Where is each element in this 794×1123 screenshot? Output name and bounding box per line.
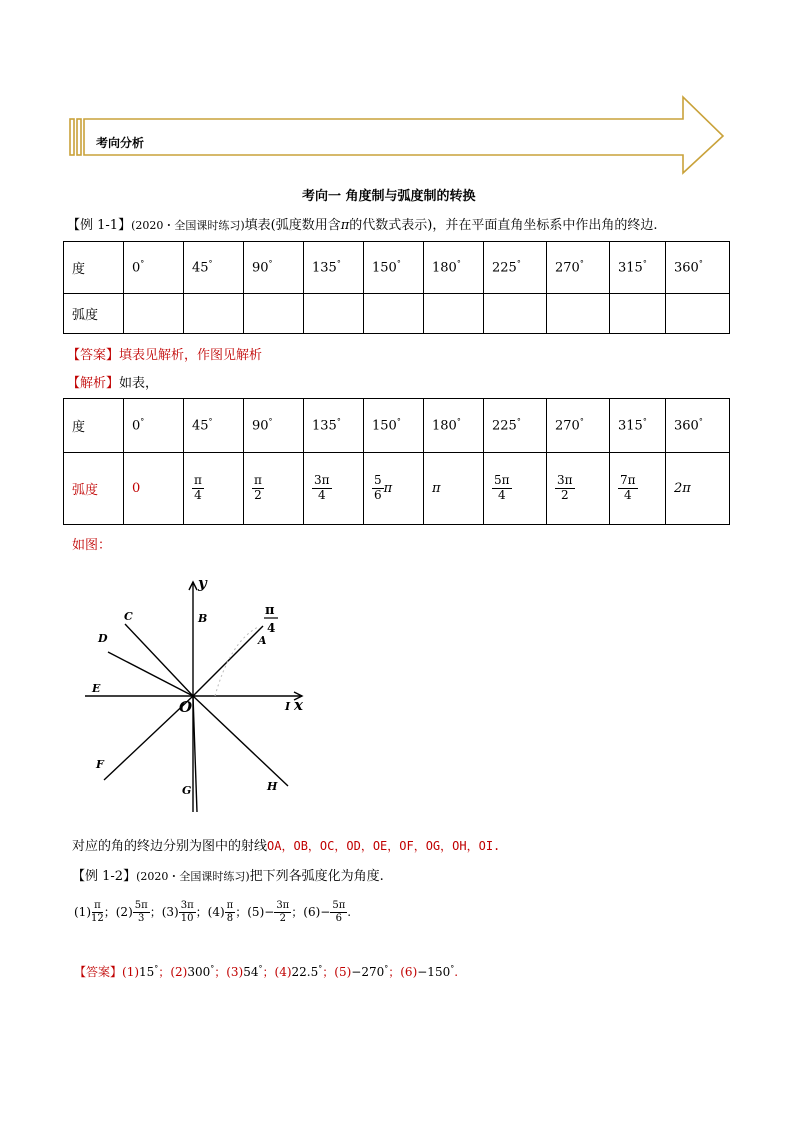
row-header-radian: 弧度 xyxy=(64,294,124,334)
fraction-numerator: 5π xyxy=(494,473,510,488)
problem-sep: . xyxy=(347,904,352,919)
angle-label-numerator: π xyxy=(265,603,275,618)
row-header-degree: 度 xyxy=(64,242,124,294)
fraction-denominator: 4 xyxy=(623,488,632,502)
answer-2 xyxy=(74,963,458,980)
fraction-denominator: 6 xyxy=(335,912,342,924)
problem-item xyxy=(115,900,162,924)
answer-item-label: (6) xyxy=(400,965,418,979)
rays-text: 对应的角的终边分别为图中的射线 xyxy=(72,839,268,854)
answer-text: 填表见解析，作图见解析 xyxy=(119,348,263,363)
degree-value: 225 xyxy=(492,418,517,434)
answer-item-value: −270 xyxy=(351,965,385,979)
degree-mark: ° xyxy=(642,259,647,269)
degree-mark: ° xyxy=(336,417,341,427)
degree-mark: ° xyxy=(516,417,521,427)
example-tag: 【例 1-2】 xyxy=(72,869,137,884)
fraction-denominator: 2 xyxy=(279,912,286,924)
degree-cell xyxy=(424,399,484,453)
row-header-degree: 度 xyxy=(64,399,124,453)
fraction-numerator: π xyxy=(194,473,202,488)
radian-cell-empty xyxy=(424,294,484,334)
answer-item xyxy=(226,965,274,979)
problem-sign: − xyxy=(320,904,331,919)
degree-cell xyxy=(184,242,244,294)
fraction-denominator: 3 xyxy=(138,912,145,924)
radian-cell-empty xyxy=(547,294,610,334)
degree-mark: ° xyxy=(140,259,145,269)
radian-cell-empty xyxy=(184,294,244,334)
radian-cell xyxy=(547,453,610,525)
degree-cell xyxy=(547,399,610,453)
answer-item-label: (1) xyxy=(122,965,140,979)
radian-cell xyxy=(184,453,244,525)
degree-mark: ° xyxy=(268,417,273,427)
answer-item-sep: ； xyxy=(262,965,275,979)
example-text: 填表(弧度数用含 xyxy=(244,218,341,233)
degree-mark: ° xyxy=(698,417,703,427)
problem-item xyxy=(247,900,304,924)
degree-value: 315 xyxy=(618,260,643,276)
angle-diagram xyxy=(80,572,320,822)
fraction-numerator: π xyxy=(226,900,234,911)
degree-mark: ° xyxy=(208,417,213,427)
degree-mark: ° xyxy=(208,259,213,269)
degree-value: 180 xyxy=(432,260,457,276)
problem-item xyxy=(207,900,248,924)
fraction-denominator: 4 xyxy=(317,488,326,502)
fraction xyxy=(330,900,347,924)
label-d: D xyxy=(98,632,108,645)
fraction xyxy=(274,900,291,924)
conversion-table-empty xyxy=(63,241,730,334)
degree-cell xyxy=(124,242,184,294)
answer-item-value: 15 xyxy=(139,965,155,979)
degree-cell xyxy=(184,399,244,453)
fraction-denominator: 12 xyxy=(91,912,104,924)
example-1-1 xyxy=(67,214,658,233)
fraction xyxy=(225,900,236,924)
example-text: 的代数式表示)，并在平面直角坐标系中作出角的终边. xyxy=(349,218,658,233)
answer-item-sep: ； xyxy=(388,965,401,979)
radian-cell-empty xyxy=(484,294,547,334)
problem-sep: ； xyxy=(291,904,304,919)
figure-intro: 如图： xyxy=(72,538,112,553)
fraction-denominator: 2 xyxy=(254,488,262,502)
degree-mark: ° xyxy=(456,417,461,427)
degree-value: 150 xyxy=(372,260,397,276)
example-text: 把下列各弧度化为角度. xyxy=(249,869,384,884)
problem-list xyxy=(74,900,351,924)
label-h: H xyxy=(267,780,278,793)
fraction-numerator: 5 xyxy=(374,473,382,488)
degree-cell xyxy=(610,399,666,453)
degree-value: 0 xyxy=(132,260,141,276)
problem-sep: ； xyxy=(195,904,208,919)
fraction-denominator: 6 xyxy=(374,488,382,502)
answer-item xyxy=(275,965,335,979)
problem-item xyxy=(303,900,352,924)
fraction xyxy=(492,474,512,503)
example-1-2 xyxy=(72,865,384,884)
fraction-numerator: π xyxy=(254,473,262,488)
origin-label: O xyxy=(179,698,193,716)
radian-cell xyxy=(424,453,484,525)
fraction xyxy=(618,474,638,503)
degree-cell xyxy=(666,399,730,453)
degree-cell xyxy=(364,399,424,453)
fraction-denominator: 10 xyxy=(180,912,194,924)
degree-value: 135 xyxy=(312,260,337,276)
answer-1 xyxy=(67,344,262,363)
degree-value: 180 xyxy=(432,418,457,434)
fraction-numerator: 3π xyxy=(314,473,330,488)
radian-value: π xyxy=(432,481,441,496)
rays-list: OA，OB，OC，OD，OE，OF，OG，OH，OI. xyxy=(267,839,501,853)
degree-cell xyxy=(304,399,364,453)
ray-oa xyxy=(193,626,263,696)
analysis-1 xyxy=(67,372,158,391)
fraction-denominator: 2 xyxy=(560,488,569,502)
degree-cell xyxy=(244,242,304,294)
answer-item-sep: ； xyxy=(322,965,335,979)
problem-label: (4) xyxy=(207,904,225,919)
degree-cell xyxy=(364,242,424,294)
degree-value: 270 xyxy=(555,418,580,434)
radian-cell xyxy=(610,453,666,525)
degree-mark: ° xyxy=(268,259,273,269)
radian-cell-empty xyxy=(610,294,666,334)
degree-mark: ° xyxy=(336,259,341,269)
axis-y-label: y xyxy=(198,574,207,592)
degree-cell xyxy=(547,242,610,294)
radian-tail: π xyxy=(383,481,393,496)
ray-oc xyxy=(125,624,193,696)
degree-cell xyxy=(666,242,730,294)
analysis-label: 【解析】 xyxy=(67,376,120,391)
answer-item xyxy=(170,965,226,979)
problem-label: (3) xyxy=(161,904,179,919)
problem-label: (5) xyxy=(247,904,265,919)
degree-mark: ° xyxy=(318,964,323,973)
degree-value: 360 xyxy=(674,260,699,276)
degree-value: 150 xyxy=(372,418,397,434)
answer-label: 【答案】 xyxy=(67,348,120,363)
answer-item xyxy=(334,965,400,979)
answer-item xyxy=(400,965,458,979)
label-f: F xyxy=(96,758,104,771)
degree-mark: ° xyxy=(642,417,647,427)
analysis-text: 如表， xyxy=(119,376,159,391)
degree-value: 0 xyxy=(132,418,141,434)
fraction-numerator: π xyxy=(94,900,101,911)
degree-mark: ° xyxy=(579,417,584,427)
degree-cell xyxy=(124,399,184,453)
degree-mark: ° xyxy=(154,964,159,973)
degree-mark: ° xyxy=(396,259,401,269)
radian-cell xyxy=(364,453,424,525)
radian-cell xyxy=(244,453,304,525)
degree-mark: ° xyxy=(450,964,455,973)
fraction-numerator: 7π xyxy=(620,473,636,488)
degree-cell xyxy=(484,242,547,294)
degree-cell xyxy=(244,399,304,453)
banner-title: 考向分析 xyxy=(96,136,145,150)
ray-od xyxy=(108,652,193,696)
degree-value: 225 xyxy=(492,260,517,276)
axis-x-label: x xyxy=(294,696,303,714)
fraction-denominator: 4 xyxy=(194,488,202,502)
fraction xyxy=(133,900,150,924)
degree-mark: ° xyxy=(698,259,703,269)
problem-sign: − xyxy=(264,904,275,919)
degree-value: 90 xyxy=(252,260,269,276)
answer-item-value: 300 xyxy=(187,965,211,979)
radian-cell xyxy=(484,453,547,525)
radian-cell xyxy=(666,453,730,525)
conversion-table-filled xyxy=(63,398,730,525)
banner-arrow xyxy=(68,95,728,175)
example-source: (2020・全国课时练习) xyxy=(131,219,245,232)
fraction-denominator: 4 xyxy=(497,488,506,502)
degree-mark: ° xyxy=(516,259,521,269)
label-i: I xyxy=(285,700,291,713)
degree-mark: ° xyxy=(210,964,215,973)
answer-label: 【答案】 xyxy=(74,965,123,979)
problem-sep: ； xyxy=(103,904,116,919)
angle-label-denominator: 4 xyxy=(267,621,276,635)
label-a: A xyxy=(258,634,267,647)
fraction-denominator: 8 xyxy=(226,912,234,924)
degree-value: 315 xyxy=(618,418,643,434)
degree-value: 270 xyxy=(555,260,580,276)
example-source: (2020・全国课时练习) xyxy=(136,870,250,883)
answer-item-sep: . xyxy=(454,965,459,979)
answer-item-label: (4) xyxy=(274,965,292,979)
degree-mark: ° xyxy=(258,964,263,973)
problem-label: (1) xyxy=(74,904,91,919)
problem-item xyxy=(74,900,116,924)
fraction xyxy=(252,474,264,503)
problem-label: (6) xyxy=(303,904,321,919)
radian-cell xyxy=(304,453,364,525)
problem-sep: ； xyxy=(149,904,162,919)
answer-item xyxy=(122,965,170,979)
degree-cell xyxy=(484,399,547,453)
radian-value: 0 xyxy=(132,481,141,496)
degree-cell xyxy=(304,242,364,294)
problem-label: (2) xyxy=(115,904,133,919)
fraction-numerator: 3π xyxy=(180,900,194,911)
answer-item-sep: ； xyxy=(158,965,171,979)
radian-cell-empty xyxy=(244,294,304,334)
row-header-radian: 弧度 xyxy=(64,453,124,525)
fraction-numerator: 5π xyxy=(332,900,346,911)
degree-mark: ° xyxy=(456,259,461,269)
label-g: G xyxy=(182,784,192,797)
radian-cell-empty xyxy=(666,294,730,334)
fraction xyxy=(91,900,104,924)
fraction-numerator: 3π xyxy=(276,900,290,911)
radian-cell-empty xyxy=(304,294,364,334)
fraction xyxy=(372,474,384,503)
answer-item-sep: ； xyxy=(214,965,227,979)
degree-value: 135 xyxy=(312,418,337,434)
radian-value: 2π xyxy=(674,481,691,496)
fraction xyxy=(312,474,332,503)
fraction xyxy=(555,474,575,503)
rays-sentence xyxy=(72,835,500,854)
ray-oh xyxy=(193,696,288,786)
degree-cell xyxy=(424,242,484,294)
label-b: B xyxy=(198,612,208,625)
degree-mark: ° xyxy=(140,417,145,427)
answer-item-value: −150 xyxy=(417,965,451,979)
fraction xyxy=(192,474,204,503)
label-e: E xyxy=(92,682,101,695)
section-title: 考向一 角度制与弧度制的转换 xyxy=(302,189,476,204)
degree-mark: ° xyxy=(384,964,389,973)
fraction-numerator: 5π xyxy=(134,900,148,911)
fraction-numerator: 3π xyxy=(557,473,573,488)
problem-sep: ； xyxy=(235,904,248,919)
degree-value: 45 xyxy=(192,260,209,276)
answer-item-label: (3) xyxy=(226,965,244,979)
degree-value: 90 xyxy=(252,418,269,434)
answer-item-label: (5) xyxy=(334,965,352,979)
answer-item-value: 22.5 xyxy=(291,965,319,979)
answer-item-label: (2) xyxy=(170,965,188,979)
degree-mark: ° xyxy=(396,417,401,427)
label-c: C xyxy=(124,610,133,623)
radian-cell-empty xyxy=(124,294,184,334)
radian-cell xyxy=(124,453,184,525)
fraction xyxy=(179,900,196,924)
degree-value: 45 xyxy=(192,418,209,434)
degree-value: 360 xyxy=(674,418,699,434)
answer-item-value: 54 xyxy=(243,965,259,979)
problem-item xyxy=(161,900,208,924)
radian-cell-empty xyxy=(364,294,424,334)
pi-symbol: π xyxy=(340,218,350,233)
example-tag: 【例 1-1】 xyxy=(67,218,132,233)
degree-cell xyxy=(610,242,666,294)
degree-mark: ° xyxy=(579,259,584,269)
